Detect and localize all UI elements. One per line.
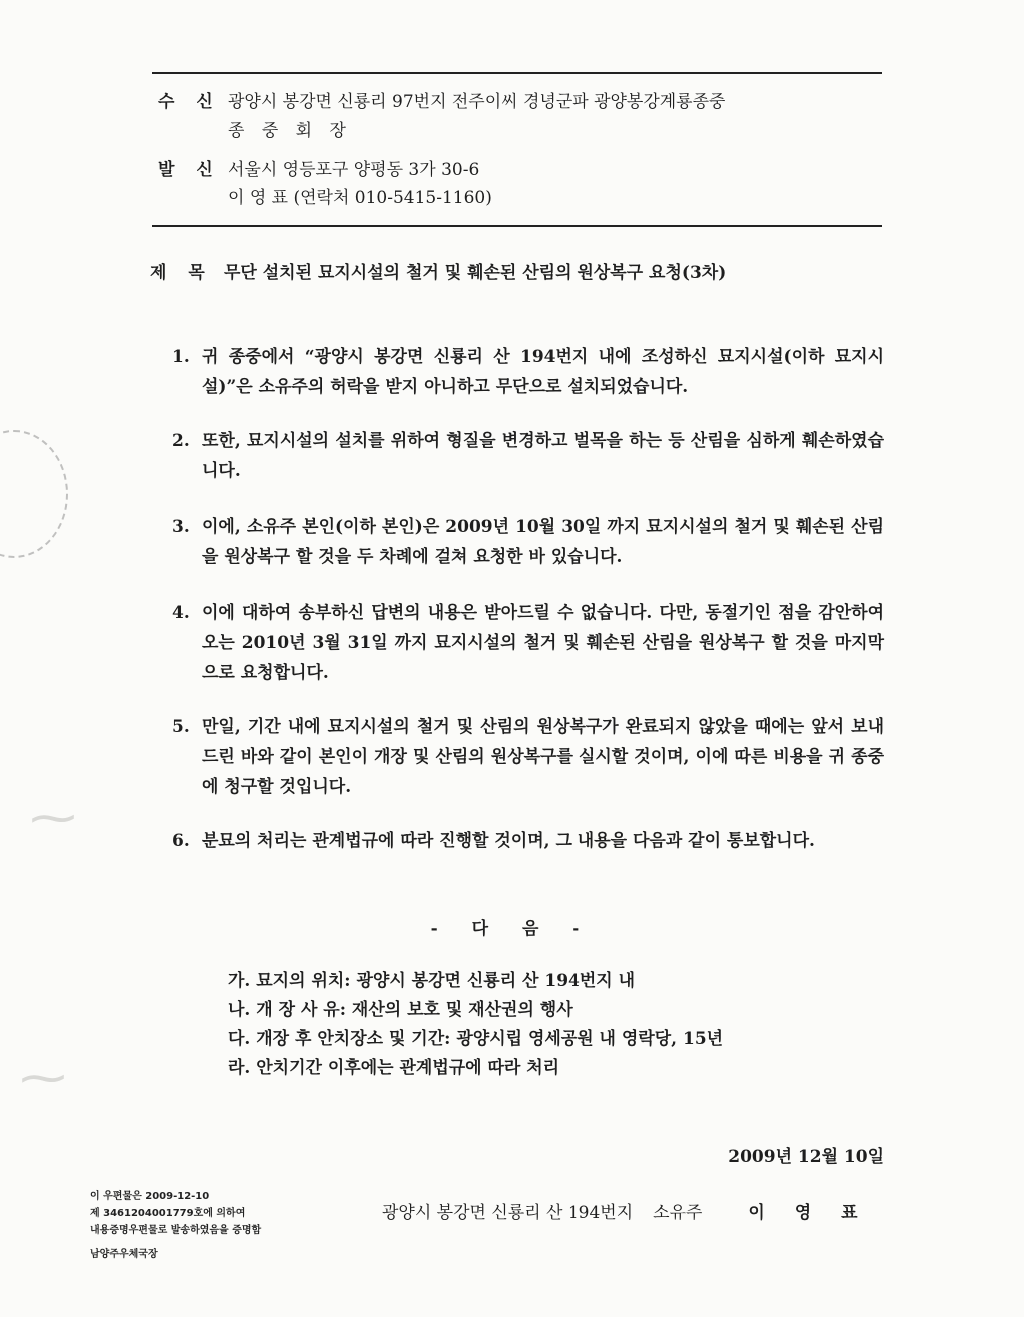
subject-line: [150, 258, 726, 283]
paragraph-2: [172, 426, 884, 486]
paragraph-text: 귀 종중에서 “광양시 봉강면 신룡리 산 194번지 내에 조성하신 묘지시설(이하 묘지시설)”은 소유주의 허락을 받지 아니하고 무단으로 설치되었습니다.: [202, 347, 884, 397]
paragraph-number: 4.: [172, 603, 190, 623]
paragraph-text: 또한, 묘지시설의 설치를 위하여 형질을 변경하고 벌목을 하는 등 산림을 심하게 훼손하였습니다.: [202, 431, 884, 481]
paragraph-text: 이에, 소유주 본인(이하 본인)은 2009년 10월 30일 까지 묘지시설의 철거 및 훼손된 산림을 원상복구 할 것을 두 차례에 걸쳐 요청한 바 있습니다.: [202, 517, 884, 567]
sender-name-contact: 이 영 표 (연락처 010-5415-1160): [228, 188, 492, 208]
bleed-through-mark: ⁓: [20, 1050, 66, 1104]
subject-text: 무단 설치된 묘지시설의 철거 및 훼손된 산림의 원상복구 요청(3차): [224, 263, 727, 283]
stamp-line: 이 우편물은 2009-12-10: [90, 1191, 210, 1202]
sender-address: 서울시 영등포구 양평동 3가 30-6: [228, 160, 480, 180]
paragraph-5: [172, 712, 884, 802]
owner-name: 이 영 표: [748, 1203, 870, 1223]
paragraph-text: 이에 대하여 송부하신 답변의 내용은 받아드릴 수 없습니다. 다만, 동절기인 점을 감안하여 오는 2010년 3월 31일 까지 묘지시설의 철거 및 훼손된 산림을 원상복구 할 것을 마지막으로 요청합니다.: [202, 603, 884, 683]
paragraph-1: [172, 342, 884, 402]
notice-item: 라. 안치기간 이후에는 관계법규에 따라 처리: [228, 1058, 560, 1078]
header-top-rule: [152, 72, 882, 74]
recipient-row: [158, 89, 725, 115]
postal-certification-stamp: [90, 1188, 261, 1263]
bleed-through-mark: ⁓: [30, 790, 76, 844]
paragraph-number: 2.: [172, 431, 190, 451]
letter-date: 2009년 12월 10일: [728, 1147, 884, 1167]
stamp-line: 제 3461204001779호에 의하여: [90, 1208, 246, 1219]
stamp-line: 남양주우체국장: [90, 1249, 158, 1260]
sender-label: 발 신: [158, 160, 221, 180]
paragraph-number: 3.: [172, 517, 190, 537]
recipient-title: 종 중 회 장: [228, 121, 352, 141]
paragraph-number: 6.: [172, 831, 190, 851]
owner-label: 소유주: [653, 1203, 703, 1223]
subject-label: 제 목: [150, 263, 213, 283]
paragraph-text: 분묘의 처리는 관계법규에 따라 진행할 것이며, 그 내용을 다음과 같이 통보합니다.: [202, 831, 815, 851]
faded-seal-mark: [0, 430, 68, 558]
paragraph-number: 5.: [172, 717, 190, 737]
recipient-address: 광양시 봉강면 신룡리 97번지 전주이씨 경녕군파 광양봉강계룡종중: [228, 92, 726, 112]
notice-item: 가. 묘지의 위치: 광양시 봉강면 신룡리 산 194번지 내: [228, 971, 636, 991]
paragraph-number: 1.: [172, 347, 190, 367]
header-bottom-rule: [152, 225, 882, 227]
signature-line: [382, 1198, 870, 1223]
signature-address: 광양시 봉강면 신룡리 산 194번지: [382, 1203, 634, 1223]
notice-item: 나. 개 장 사 유: 재산의 보호 및 재산권의 행사: [228, 1000, 573, 1020]
paragraph-3: [172, 512, 884, 572]
paragraph-text: 만일, 기간 내에 묘지시설의 철거 및 산림의 원상복구가 완료되지 않았을 때에는 앞서 보내드린 바와 같이 본인이 개장 및 산림의 원상복구를 실시할 것이며, 이에 따른 비용을 귀 종중에 청구할 것입니다.: [202, 717, 884, 797]
next-heading: - 다 음 -: [430, 919, 594, 939]
paragraph-6: [172, 826, 884, 856]
sender-row: [158, 157, 479, 183]
paragraph-4: [172, 598, 884, 688]
stamp-line: 내용증명우편물로 발송하였음을 증명함: [90, 1225, 262, 1236]
recipient-label: 수 신: [158, 92, 221, 112]
notice-item: 다. 개장 후 안치장소 및 기간: 광양시립 영세공원 내 영락당, 15년: [228, 1029, 724, 1049]
